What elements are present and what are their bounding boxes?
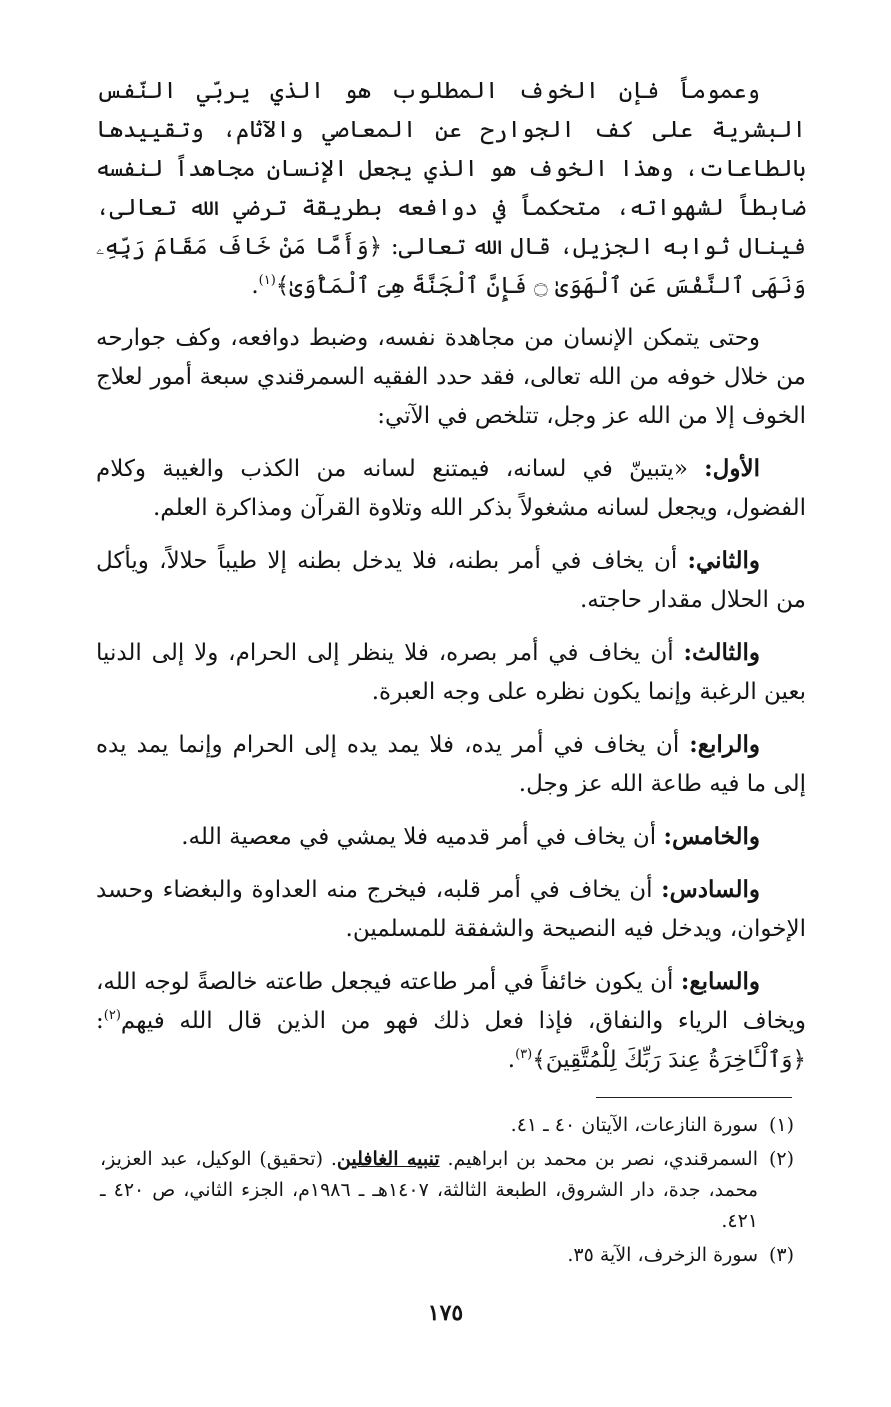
page-number: ١٧٥ <box>427 1300 464 1326</box>
item-lead: والخامس: <box>663 823 760 850</box>
paragraph-seven-matters <box>96 319 806 436</box>
paragraph-text: وحتى يتمكن الإنسان من مجاهدة نفسه، وضبط دوافعه، وكف جوارحه من خلال خوفه من الله تعالى، فقد حدد الفقيه السمرقندي سبعة أمور لعلاج الخوف إلا من الله عز وجل، تتلخص في الآتي: <box>96 325 806 429</box>
item-lead: والثاني: <box>687 547 761 574</box>
paragraph-text: أن يخاف في أمر قدميه فلا يمشي في معصية الله. <box>181 824 657 850</box>
paragraph-sixth <box>96 870 806 949</box>
footnote-text: سورة النازعات، الآيتان ٤٠ ـ ٤١. <box>510 1114 758 1136</box>
footnote-ref: (١) <box>258 273 276 288</box>
footnotes <box>100 1110 794 1274</box>
paragraph-text-colon: : <box>96 1008 104 1034</box>
paragraph-third <box>96 633 806 712</box>
sentence-end: . <box>251 273 259 299</box>
main-text <box>96 72 806 1093</box>
paragraph-text: «يتبينّ في لسانه، فيمتنع لسانه من الكذب والغيبة وكلام الفضول، ويجعل لسانه مشغولاً بذكر الله وتلاوة القرآن ومذاكرة العلم. <box>96 456 806 521</box>
footnote-item <box>100 1110 794 1141</box>
paragraph-first <box>96 449 806 528</box>
footnote-number: (١) <box>768 1114 794 1136</box>
footnote-ref: (٢) <box>103 1008 121 1023</box>
footnote-divider <box>596 1097 792 1098</box>
paragraph-intro <box>96 72 806 306</box>
item-lead: الأول: <box>704 455 760 482</box>
sentence-end: . <box>507 1047 516 1073</box>
paragraph-text: أن يخاف في أمر بصره، فلا ينظر إلى الحرام، ولا إلى الدنيا بعين الرغبة وإنما يكون نظره على وجه العبرة. <box>96 640 806 705</box>
paragraph-text: أن يكون خائفاً في أمر طاعته فيجعل طاعته خالصةً لوجه الله، ويخاف الرياء والنفاق، فإذا فعل ذلك فهو من الذين قال الله فيهم <box>96 969 806 1034</box>
item-lead: والسابع: <box>680 968 761 995</box>
footnote-item <box>100 1240 794 1271</box>
quran-verse: ﴿وَٱلْـَٔاخِرَةُ عِندَ رَبِّكَ لِلْمُتَّقِينَ﴾ <box>532 1047 806 1073</box>
book-title: تنبيه الغافلين <box>336 1148 440 1170</box>
footnote-text: السمرقندي، نصر بن محمد بن ابراهيم. <box>447 1148 758 1170</box>
paragraph-text: أن يخاف في أمر بطنه، فلا يدخل بطنه إلا طيباً حلالاً، ويأكل من الحلال مقدار حاجته. <box>96 548 806 613</box>
footnote-ref: (٣) <box>515 1047 533 1062</box>
paragraph-second <box>96 541 806 620</box>
footnote-item <box>100 1144 794 1237</box>
paragraph-text: أن يخاف في أمر يده، فلا يمد يده إلى الحرام وإنما يمد يده إلى ما فيه طاعة الله عز وجل. <box>96 732 806 797</box>
item-lead: والثالث: <box>683 639 760 666</box>
footnote-text: . (تحقيق) الوكيل، عبد العزيز، محمد، جدة، دار الشروق، الطبعة الثالثة، ١٤٠٧هـ ـ ١٩٨٦م، الجزء الثاني، ص ٤٢٠ ـ ٤٢١. <box>100 1148 759 1232</box>
item-lead: والسادس: <box>661 876 761 903</box>
paragraph-fourth <box>96 725 806 804</box>
paragraph-seventh <box>96 962 806 1080</box>
item-lead: والرابع: <box>689 731 760 758</box>
paragraph-text: أن يخاف في أمر قلبه، فيخرج منه العداوة والبغضاء وحسد الإخوان، ويدخل فيه النصيحة والشفقة للمسلمين. <box>96 877 806 942</box>
quran-verse: ﴿وَأَمَّا مَنْ خَافَ مَقَامَ رَبِّهِۦ وَنَهَى ٱلنَّفْسَ عَنِ ٱلْهَوَىٰ ۝ فَإِنَّ ٱلْجَنَّةَ هِىَ ٱلْمَأْوَىٰ﴾ <box>96 234 806 299</box>
paragraph-text: وعموماً فإن الخوف المطلوب هو الذي يربّي النّفس البشرية على كف الجوارح عن المعاصي والآثام، وتقييدها بالطاعات، وهذا الخوف هو الذي يجعل الإنسان مجاهداً لنفسه ضابطاً لشهواته، متحكماً في دوافعه بطريقة ترضي الله تعالى، فينال ثوابه الجزيل، قال الله تعالى: <box>96 78 807 260</box>
footnote-number: (٣) <box>768 1244 794 1266</box>
footnote-text: سورة الزخرف، الآية ٣٥. <box>567 1244 758 1266</box>
footnote-number: (٢) <box>768 1148 794 1170</box>
paragraph-fifth <box>96 817 806 857</box>
